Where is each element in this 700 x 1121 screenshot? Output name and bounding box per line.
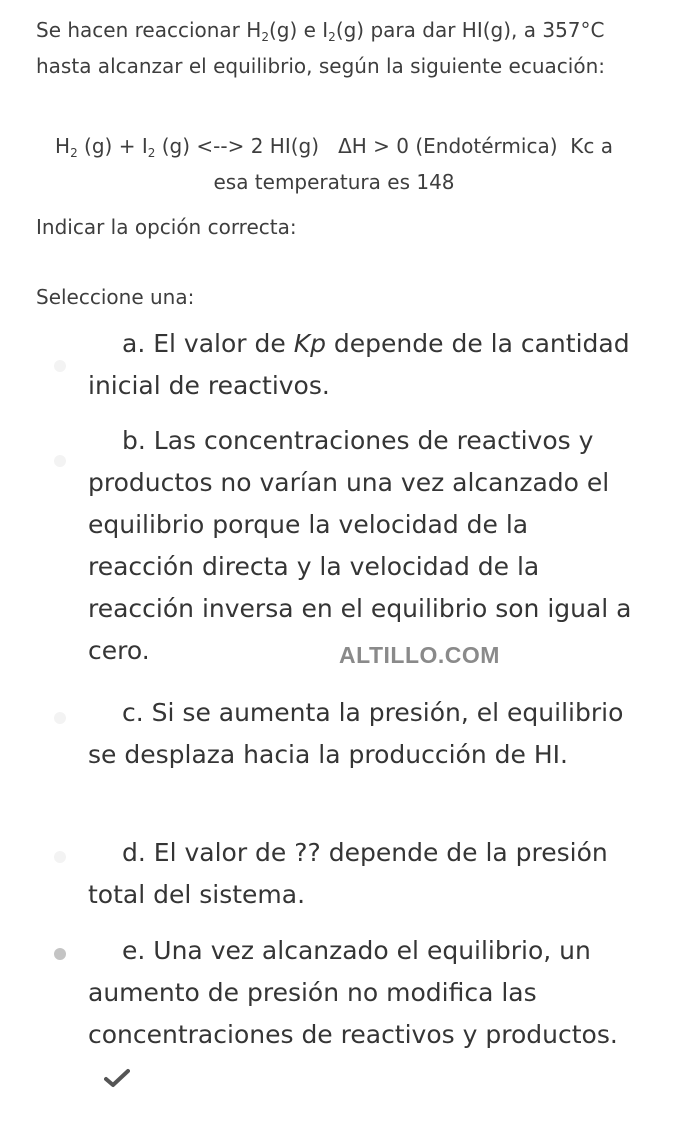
option-c[interactable] [88,692,640,776]
option-e-text: Una vez alcanzado el equilibrio, un aumento de presión no modifica las concentraciones de reactivos y productos. [88,936,618,1049]
option-b[interactable] [88,420,640,672]
option-d-letter: d. [122,838,146,867]
option-b-radio[interactable] [54,455,66,467]
question-intro: Se hacen reaccionar $H_2(g)$ e $I_2(g)$ para dar HI(g), a 357°C hasta alcanzar el equilibrio, según la siguiente ecuación: [36,18,605,78]
option-c-text: Si se aumenta la presión, el equilibrio se desplaza hacia la producción de HI. [88,698,624,769]
watermark: ALTILLO.COM [339,642,500,668]
option-a-radio[interactable] [54,360,66,372]
option-d[interactable] [88,832,640,916]
option-d-text: El valor de ?? depende de la presión total del sistema. [88,838,608,909]
question-prompt: Indicar la opción correcta: [36,215,297,239]
option-a[interactable]: a. El valor de Kp depende de la cantidad inicial de reactivos. [88,329,630,400]
option-c-letter: c. [122,698,144,727]
option-c-radio[interactable] [54,712,66,724]
option-d-radio[interactable] [54,851,66,863]
option-b-text: Las concentraciones de reactivos y productos no varían una vez alcanzado el equilibrio porque la velocidad de la reacción directa y la velocidad de la reacción inversa en el equilibrio son igual a cero. [88,426,632,665]
reaction-equation: $H_2$ $(g) + I_2$ (g) <--> 2 HI(g) ΔH > 0 (Endotérmica) Kc a esa temperatura es 148 [55,134,620,194]
kp-symbol: Kp [293,329,326,358]
option-b-letter: b. [122,426,146,455]
option-e-letter: e. [122,936,146,965]
option-a-letter: a. [122,329,146,358]
select-one-label: Seleccione una: [36,285,195,309]
option-e[interactable] [88,930,640,1098]
checkmark-icon [104,1068,130,1088]
option-e-radio-selected[interactable] [54,948,66,960]
